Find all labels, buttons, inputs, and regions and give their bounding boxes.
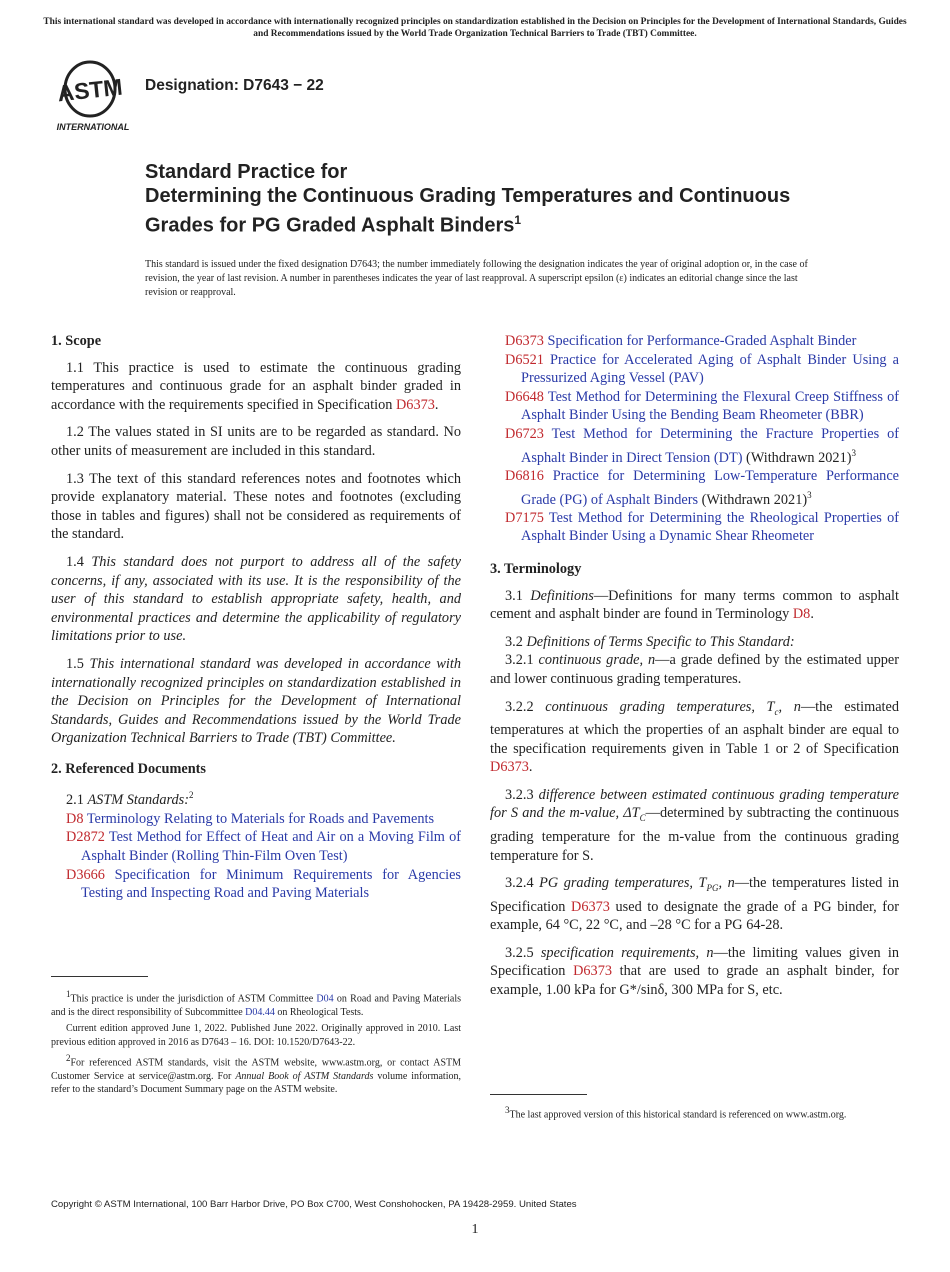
link-d6373[interactable]: D6373 bbox=[573, 963, 612, 980]
ref-code[interactable]: D7175 bbox=[505, 509, 544, 526]
astm-logo bbox=[52, 56, 134, 136]
ref-item: D6723 Test Method for Determining the Fracture Properties of Asphalt Binder in Direct Tension (DT) (Withdrawn 2021)$^3$ bbox=[505, 425, 899, 466]
footnotes-left bbox=[51, 988, 461, 1100]
term-3-2-1: 3.2.1 continuous grade, n—a grade defined by the estimated upper and lower continuous grading temperatures. bbox=[490, 652, 900, 688]
link-d6373[interactable]: D6373 bbox=[395, 396, 435, 413]
title-main bbox=[145, 184, 845, 238]
scope-1-5: 1.5 This international standard was developed in accordance with internationally recognized principles on standardization established in the Decision on Principles for the Development of International Standards, Guides and Recommendations issued by the World Trade Organization Technical Barriers to Trade (TBT) Committee. bbox=[51, 655, 461, 747]
ref-code[interactable]: D6816 bbox=[505, 467, 544, 484]
footnote-rule-left bbox=[51, 976, 148, 977]
footnote-1-edition: Current edition approved June 1, 2022. Published June 2022. Originally approved in 2010. Last previous edition approved in 2016 as D7643 – 16. DOI: 10.1520/D7643-22. bbox=[51, 1023, 461, 1048]
logo-subtext: INTERNATIONAL bbox=[56, 122, 130, 132]
designation: Designation: D7643 − 22 bbox=[145, 77, 324, 94]
copyright: Copyright © ASTM International, 100 Barr Harbor Drive, PO Box C700, West Conshohocken, PA 19428-2959. United States bbox=[51, 1199, 577, 1210]
scope-1-1: 1.1 This practice is used to estimate the continuous grading temperatures and continuous grade for an asphalt binder graded in accordance with the requirements specified in Specification D6373. bbox=[51, 359, 461, 413]
title-footnote-mark: 1 bbox=[514, 213, 522, 227]
footnote-rule-right bbox=[490, 1094, 587, 1095]
ref-code[interactable]: D6521 bbox=[505, 351, 544, 368]
ref-title[interactable]: Test Method for Determining the Flexural Creep Stiffness of Asphalt Binder Using the Bending Beam Rheometer (BBR) bbox=[521, 388, 899, 424]
right-column bbox=[490, 332, 899, 1009]
title-line-1: Standard Practice for bbox=[145, 161, 348, 183]
ref-item bbox=[51, 810, 461, 829]
ref-code[interactable]: D6373 bbox=[505, 333, 544, 349]
title-line-2: Determining the Continuous Grading Temperatures and Continuous Grades for PG Graded Asphalt Binders bbox=[145, 185, 791, 237]
term-3-2: 3.2 Definitions of Terms Specific to This Standard: bbox=[505, 633, 795, 650]
link-d04[interactable]: D04 bbox=[316, 993, 334, 1005]
tbt-notice: This international standard was developed in accordance with internationally recognized principles on standardization established in the Decision on Principles for the Development of International Standards, Guides and Recommendations issued by the World Trade Organization Technical Barriers to Trade (TBT) Committee. bbox=[43, 17, 907, 39]
ref-title[interactable]: Specification for Performance-Graded Asphalt Binder bbox=[547, 333, 857, 349]
link-d6373[interactable]: D6373 bbox=[490, 759, 529, 776]
footnote-1: $^1$This practice is under the jurisdiction of ASTM Committee D04 on Road and Paving Materials and is the direct responsibility of Subcommittee D04.44 on Rheological Tests. bbox=[51, 989, 461, 1018]
ref-item bbox=[490, 509, 899, 546]
ref-item bbox=[490, 332, 899, 351]
ref-item bbox=[490, 351, 899, 388]
ref-title[interactable]: Terminology Relating to Materials for Roads and Pavements bbox=[86, 810, 435, 827]
document-title bbox=[145, 160, 845, 238]
section-heading-scope: 1. Scope bbox=[51, 333, 102, 349]
refdocs-2-1: 2.1 ASTM Standards:$^2$ bbox=[66, 790, 194, 809]
footnote-3: $^3$The last approved version of this historical standard is referenced on www.astm.org. bbox=[505, 1105, 847, 1121]
term-3-2-2: 3.2.2 continuous grading temperatures, $T_c$, n—the estimated temperatures at which the properties of an asphalt binder are equal to the specification requirements given in Table 1 or 2 of Specification D6373. bbox=[490, 698, 900, 776]
term-3-2-5: 3.2.5 specification requirements, n—the limiting values given in Specification D6373 that are used to grade an asphalt binder, for example, 1.00 kPa for G*/sinδ, 300 MPa for S, etc. bbox=[490, 944, 900, 998]
issued-note: This standard is issued under the fixed designation D7643; the number immediately following the designation indicates the year of original adoption or, in the case of revision, the year of last revision. A number in parentheses indicates the year of last reapproval. A superscript epsilon (ε) indicates an editorial change since the last revision or reapproval. bbox=[145, 259, 808, 298]
section-heading-refdocs: 2. Referenced Documents bbox=[51, 760, 206, 777]
ref-title[interactable]: Practice for Accelerated Aging of Asphalt Binder Using a Pressurized Aging Vessel (PAV) bbox=[521, 351, 899, 387]
ref-item bbox=[51, 828, 461, 865]
link-d8[interactable]: D8 bbox=[792, 606, 811, 623]
scope-1-2: 1.2 The values stated in SI units are to be regarded as standard. No other units of measurement are included in this standard. bbox=[51, 424, 461, 459]
ref-item bbox=[490, 388, 899, 425]
ref-code[interactable]: D3666 bbox=[66, 866, 105, 883]
ref-title[interactable]: Practice for Determining Low-Temperature Performance Grade (PG) of Asphalt Binders bbox=[521, 467, 900, 508]
logo-text: ASTM bbox=[56, 73, 124, 107]
footnotes-right bbox=[490, 1104, 899, 1125]
ref-code[interactable]: D2872 bbox=[66, 829, 105, 846]
link-d6373[interactable]: D6373 bbox=[571, 898, 610, 915]
page-number: 1 bbox=[471, 1222, 479, 1237]
term-3-2-4: 3.2.4 PG grading temperatures, $T_{PG}$, n—the temperatures listed in Specification D6373 used to designate the grade of a PG binder, for example, 64 °C, 22 °C, and –28 °C for a PG 64-28. bbox=[490, 875, 899, 934]
ref-item: D6816 Practice for Determining Low-Temperature Performance Grade (PG) of Asphalt Binders (Withdrawn 2021)$^3$ bbox=[505, 467, 900, 508]
ref-title[interactable]: Test Method for Determining the Fracture Properties of Asphalt Binder in Direct Tension (DT) bbox=[521, 425, 899, 466]
ref-item bbox=[51, 866, 461, 903]
footnote-2: $^2$For referenced ASTM standards, visit the ASTM website, www.astm.org, or contact ASTM Customer Service at service@astm.org. For Annual Book of ASTM Standards volume information, refer to the standard’s Document Summary page on the ASTM website. bbox=[51, 1052, 461, 1096]
scope-1-4: 1.4 This standard does not purport to address all of the safety concerns, if any, associated with its use. It is the responsibility of the user of this standard to establish appropriate safety, health, and environmental practices and determine the applicability of regulatory limitations prior to use. bbox=[51, 553, 461, 645]
term-3-1: 3.1 Definitions—Definitions for many terms common to asphalt cement and asphalt binder are found in Terminology D8. bbox=[490, 587, 900, 623]
ref-code[interactable]: D6648 bbox=[505, 388, 544, 405]
ref-title[interactable]: Specification for Minimum Requirements for Agencies Testing and Inspecting Road and Paving Materials bbox=[81, 866, 461, 902]
ref-code[interactable]: D6723 bbox=[505, 425, 544, 442]
left-column bbox=[51, 332, 461, 903]
term-3-2-3: 3.2.3 difference between estimated continuous grading temperature for S and the m-value, $\Delta T_C—determined$ by subtracting the continuous grading temperature for the m-value from the continuous grading temperature for S. bbox=[490, 786, 900, 864]
ref-title[interactable]: Test Method for Determining the Rheological Properties of Asphalt Binder Using a Dynamic Shear Rheometer bbox=[521, 509, 899, 545]
link-d04-44[interactable]: D04.44 bbox=[245, 1006, 275, 1018]
ref-title[interactable]: Test Method for Effect of Heat and Air on a Moving Film of Asphalt Binder (Rolling Thin-Film Oven Test) bbox=[81, 829, 461, 865]
scope-1-3: 1.3 The text of this standard references notes and footnotes which provide explanatory material. These notes and footnotes (excluding those in tables and figures) shall not be considered as requirements of the standard. bbox=[51, 470, 461, 543]
section-heading-terminology: 3. Terminology bbox=[490, 561, 582, 578]
ref-code[interactable]: D8 bbox=[66, 810, 84, 827]
